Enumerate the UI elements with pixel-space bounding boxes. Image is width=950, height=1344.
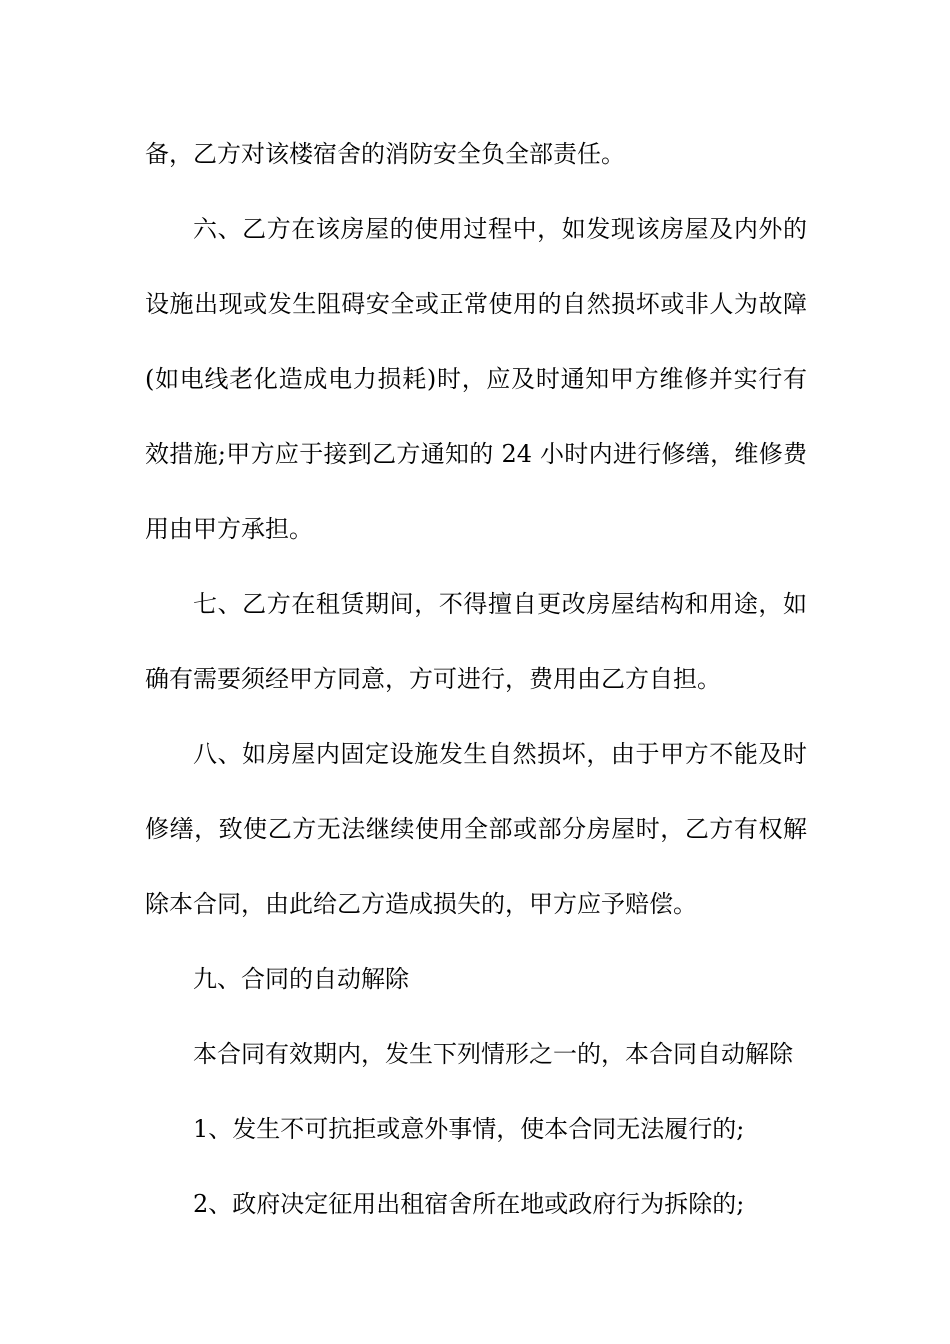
text-line-11: 除本合同，由此给乙方造成损失的，甲方应予赔偿。 <box>145 890 697 918</box>
list-item-1: 1、发生不可抗拒或意外事情，使本合同无法履行的; <box>193 1115 745 1143</box>
text-line-13: 本合同有效期内，发生下列情形之一的，本合同自动解除 <box>193 1040 793 1068</box>
text-line-5: 效措施;甲方应于接到乙方通知的 24 小时内进行修缮，维修费 <box>145 440 807 468</box>
text-line-10: 修缮，致使乙方无法继续使用全部或部分房屋时，乙方有权解 <box>145 815 807 843</box>
text-line-1: 备，乙方对该楼宿舍的消防安全负全部责任。 <box>145 140 625 168</box>
text-line-2: 六、乙方在该房屋的使用过程中，如发现该房屋及内外的 <box>193 215 807 243</box>
text-line-4: (如电线老化造成电力损耗)时，应及时通知甲方维修并实行有 <box>145 365 807 393</box>
section-heading: 九、合同的自动解除 <box>193 965 409 993</box>
list-item-2: 2、政府决定征用出租宿舍所在地或政府行为拆除的; <box>193 1190 745 1218</box>
document-body <box>145 128 807 1253</box>
text-line-6: 用由甲方承担。 <box>145 515 313 543</box>
text-line-9: 八、如房屋内固定设施发生自然损坏，由于甲方不能及时 <box>193 740 807 768</box>
text-line-3: 设施出现或发生阻碍安全或正常使用的自然损坏或非人为故障 <box>145 290 807 318</box>
text-line-8: 确有需要须经甲方同意，方可进行，费用由乙方自担。 <box>145 665 721 693</box>
text-line-7: 七、乙方在租赁期间，不得擅自更改房屋结构和用途，如 <box>193 590 807 618</box>
